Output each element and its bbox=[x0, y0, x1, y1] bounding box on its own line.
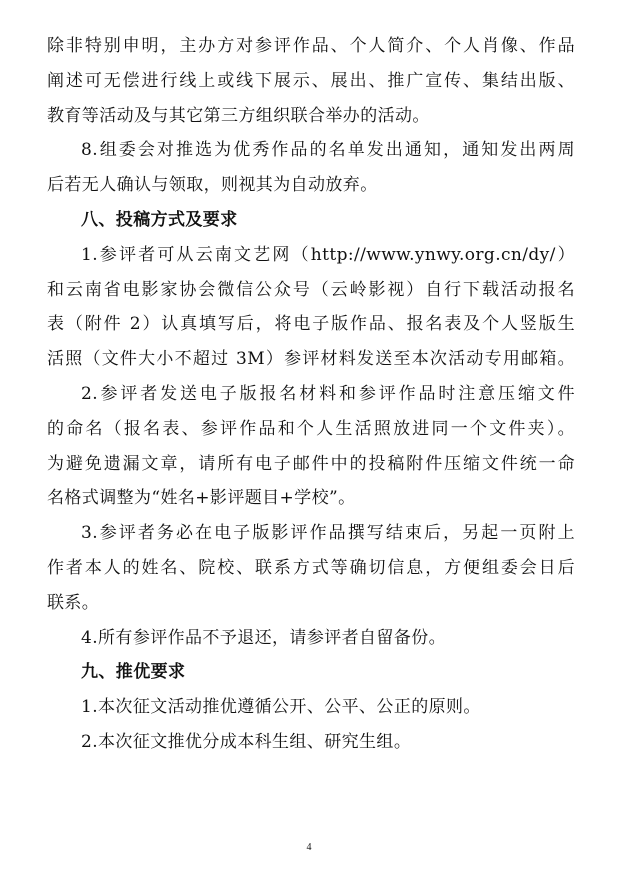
paragraph-line: 1.本次征文活动推优遵循公开、公平、公正的原则。 bbox=[81, 697, 481, 718]
paragraph-line: 1.参评者可从云南文艺网（http://www.ynwy.org.cn/dy/） bbox=[81, 244, 575, 265]
paragraph-line: 3.参评者务必在电子版影评作品撰写结束后，另起一页附上 bbox=[81, 523, 575, 544]
paragraph-line: 活照（文件大小不超过 3M）参评材料发送至本次活动专用邮箱。 bbox=[47, 349, 575, 370]
paragraph-line: 阐述可无偿进行线上或线下展示、展出、推广宣传、集结出版、 bbox=[47, 70, 575, 91]
paragraph-line: 教育等活动及与其它第三方组织联合举办的活动。 bbox=[47, 105, 430, 126]
paragraph-line: 2.参评者发送电子版报名材料和参评作品时注意压缩文件 bbox=[81, 383, 575, 404]
paragraph-line: 和云南省电影家协会微信公众号（云岭影视）自行下载活动报名 bbox=[47, 279, 575, 300]
paragraph-line: 2.本次征文推优分成本科生组、研究生组。 bbox=[81, 731, 412, 752]
paragraph-line: 作者本人的姓名、院校、联系方式等确切信息，方便组委会日后 bbox=[47, 557, 575, 578]
paragraph-line: 表（附件 2）认真填写后，将电子版作品、报名表及个人竖版生 bbox=[47, 314, 575, 335]
section-heading-submission: 八、投稿方式及要求 bbox=[81, 209, 238, 230]
paragraph-line: 名格式调整为“姓名+影评题目+学校”。 bbox=[47, 488, 356, 509]
document-body bbox=[47, 29, 575, 760]
paragraph-line: 8.组委会对推选为优秀作品的名单发出通知，通知发出两周 bbox=[81, 140, 575, 161]
page-number: 4 bbox=[306, 842, 312, 853]
paragraph-line: 为避免遗漏文章，请所有电子邮件中的投稿附件压缩文件统一命 bbox=[47, 453, 575, 474]
paragraph-line: 联系。 bbox=[47, 592, 100, 613]
paragraph-line: 的命名（报名表、参评作品和个人生活照放进同一个文件夹）。 bbox=[47, 418, 575, 439]
paragraph-line: 后若无人确认与领取，则视其为自动放弃。 bbox=[47, 175, 378, 196]
section-heading-selection: 九、推优要求 bbox=[81, 662, 186, 683]
paragraph-line: 4.所有参评作品不予退还，请参评者自留备份。 bbox=[81, 627, 447, 648]
paragraph-line: 除非特别申明，主办方对参评作品、个人简介、个人肖像、作品 bbox=[47, 36, 575, 56]
